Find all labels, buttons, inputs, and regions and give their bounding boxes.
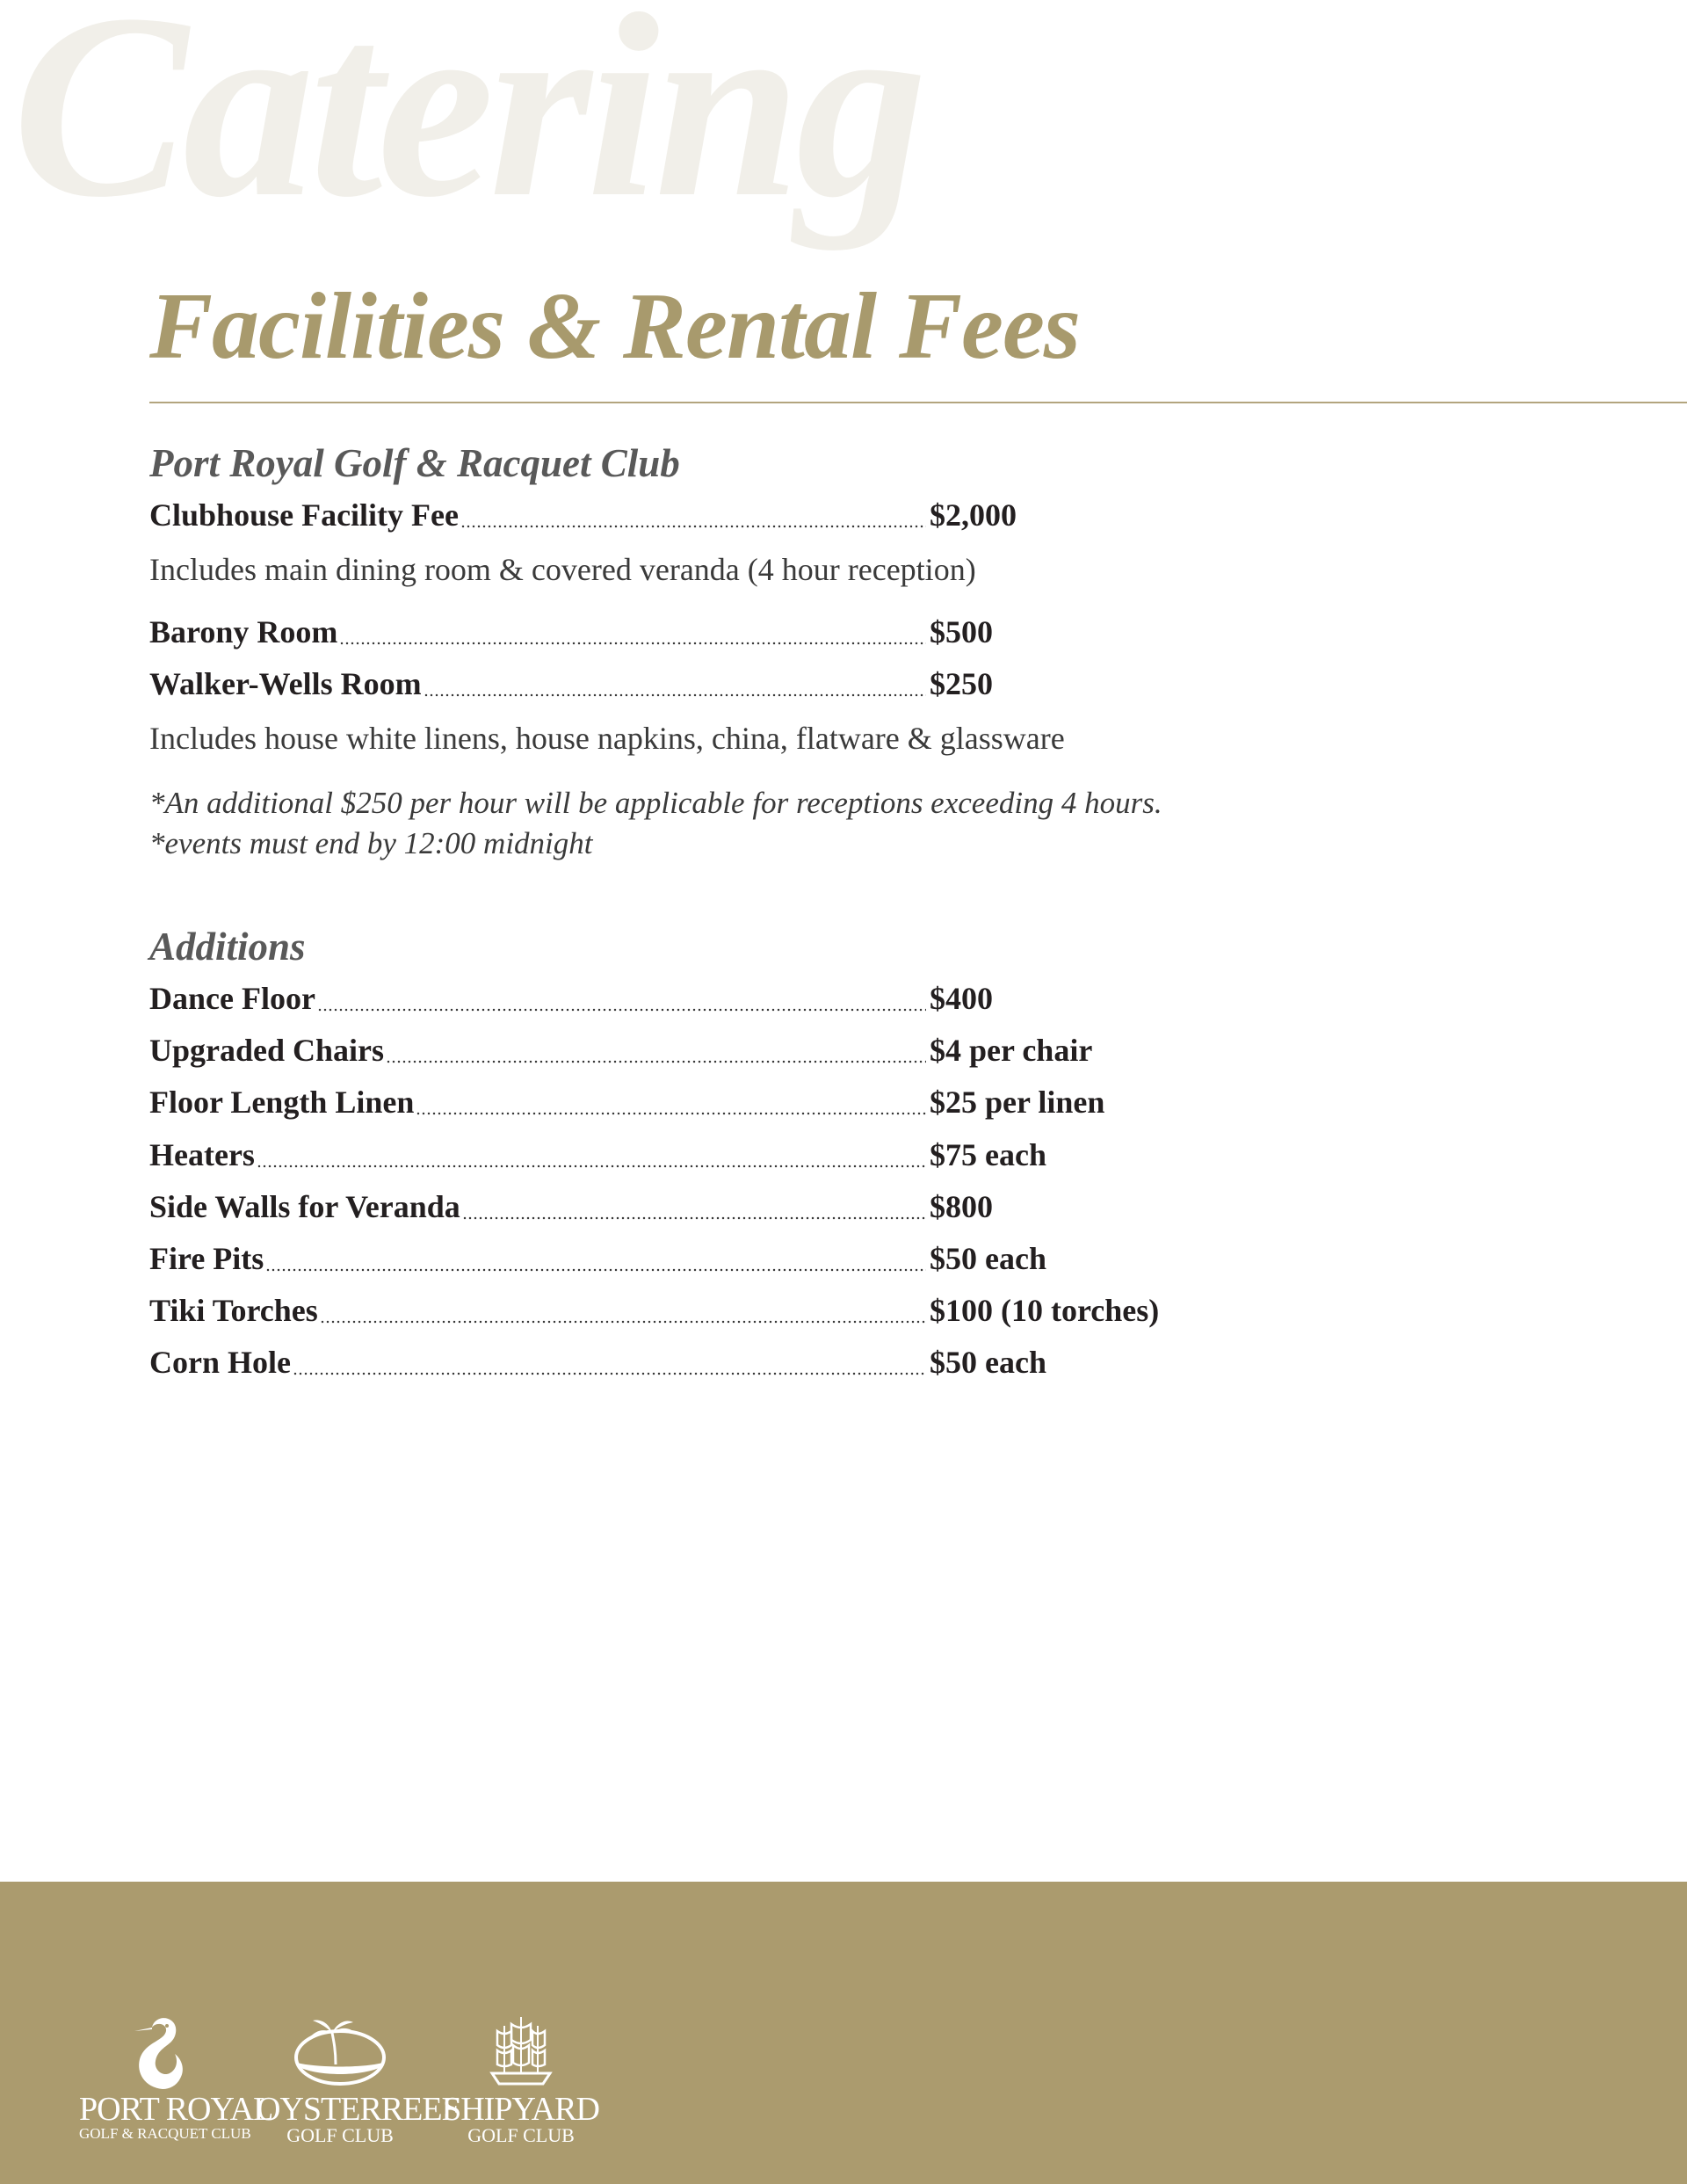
dot-leader (339, 641, 926, 646)
heron-icon (127, 2012, 198, 2093)
addition-price: $400 (930, 981, 993, 1016)
note-extra-hours: *An additional $250 per hour will be applicable for receptions exceeding 4 hours. (149, 786, 1162, 820)
addition-price: $50 each (930, 1241, 1046, 1276)
addition-name: Upgraded Chairs (149, 1033, 385, 1068)
title-divider (149, 402, 1687, 403)
addition-price: $100 (10 torches) (930, 1293, 1160, 1328)
dot-leader (386, 1059, 926, 1064)
dot-leader (257, 1164, 926, 1169)
logo-name: OYSTERREEF (257, 2091, 460, 2128)
oyster-reef-logo (257, 2012, 460, 2146)
section-title-port-royal: Port Royal Golf & Racquet Club (149, 441, 680, 485)
logo-name: SHIPYARD (443, 2091, 599, 2128)
addition-price: $25 per linen (930, 1085, 1105, 1120)
palm-tree-icon (292, 2012, 388, 2093)
addition-row (149, 1240, 1177, 1281)
addition-row (149, 1188, 1177, 1229)
fee-name: Barony Room (149, 614, 338, 649)
logo-name: PORT ROYAL (79, 2091, 273, 2128)
addition-price: $75 each (930, 1137, 1046, 1172)
dot-leader (265, 1267, 926, 1273)
logo-sub: GOLF & RACQUET CLUB (79, 2125, 251, 2142)
addition-price: $50 each (930, 1345, 1046, 1380)
note-end-time: *events must end by 12:00 midnight (149, 826, 593, 860)
footer-band (0, 1882, 1687, 2184)
sailing-ship-icon (481, 2012, 561, 2093)
fee-price: $500 (930, 614, 993, 649)
addition-row (149, 1292, 1177, 1332)
addition-name: Corn Hole (149, 1345, 291, 1380)
fee-name: Clubhouse Facility Fee (149, 497, 459, 533)
dot-leader (424, 693, 926, 698)
port-royal-logo (79, 2012, 273, 2142)
shipyard-logo (438, 2012, 605, 2145)
catering-watermark: Catering (12, 0, 923, 251)
clubhouse-includes-text: Includes main dining room & covered veranda (4 hour reception) (149, 552, 976, 587)
rooms-includes-text: Includes house white linens, house napkins, china, flatware & glassware (149, 721, 1065, 756)
page-title: Facilities & Rental Fees (149, 274, 1080, 379)
dot-leader (462, 1215, 926, 1221)
addition-row (149, 980, 1177, 1020)
addition-row (149, 1084, 1177, 1124)
dot-leader (460, 524, 926, 529)
section-title-additions: Additions (149, 925, 306, 969)
addition-name: Side Walls for Veranda (149, 1189, 460, 1224)
dot-leader (320, 1319, 926, 1324)
dot-leader (293, 1371, 926, 1376)
addition-name: Dance Floor (149, 981, 315, 1016)
fee-name: Walker-Wells Room (149, 666, 422, 701)
logo-sub: GOLF CLUB (467, 2124, 575, 2146)
addition-name: Floor Length Linen (149, 1085, 415, 1120)
addition-row (149, 1032, 1177, 1072)
addition-price: $4 per chair (930, 1033, 1093, 1068)
addition-price: $800 (930, 1189, 993, 1224)
fee-row-clubhouse (149, 497, 1177, 537)
fee-price: $250 (930, 666, 993, 701)
addition-row (149, 1344, 1177, 1384)
fee-row-barony (149, 613, 1177, 654)
dot-leader (416, 1111, 926, 1116)
addition-row (149, 1136, 1177, 1177)
logo-sub: GOLF CLUB (286, 2124, 394, 2146)
fee-price: $2,000 (930, 497, 1017, 533)
dot-leader (317, 1007, 926, 1012)
addition-name: Heaters (149, 1137, 255, 1172)
addition-name: Tiki Torches (149, 1293, 318, 1328)
fee-row-walker-wells (149, 665, 1177, 706)
addition-name: Fire Pits (149, 1241, 264, 1276)
